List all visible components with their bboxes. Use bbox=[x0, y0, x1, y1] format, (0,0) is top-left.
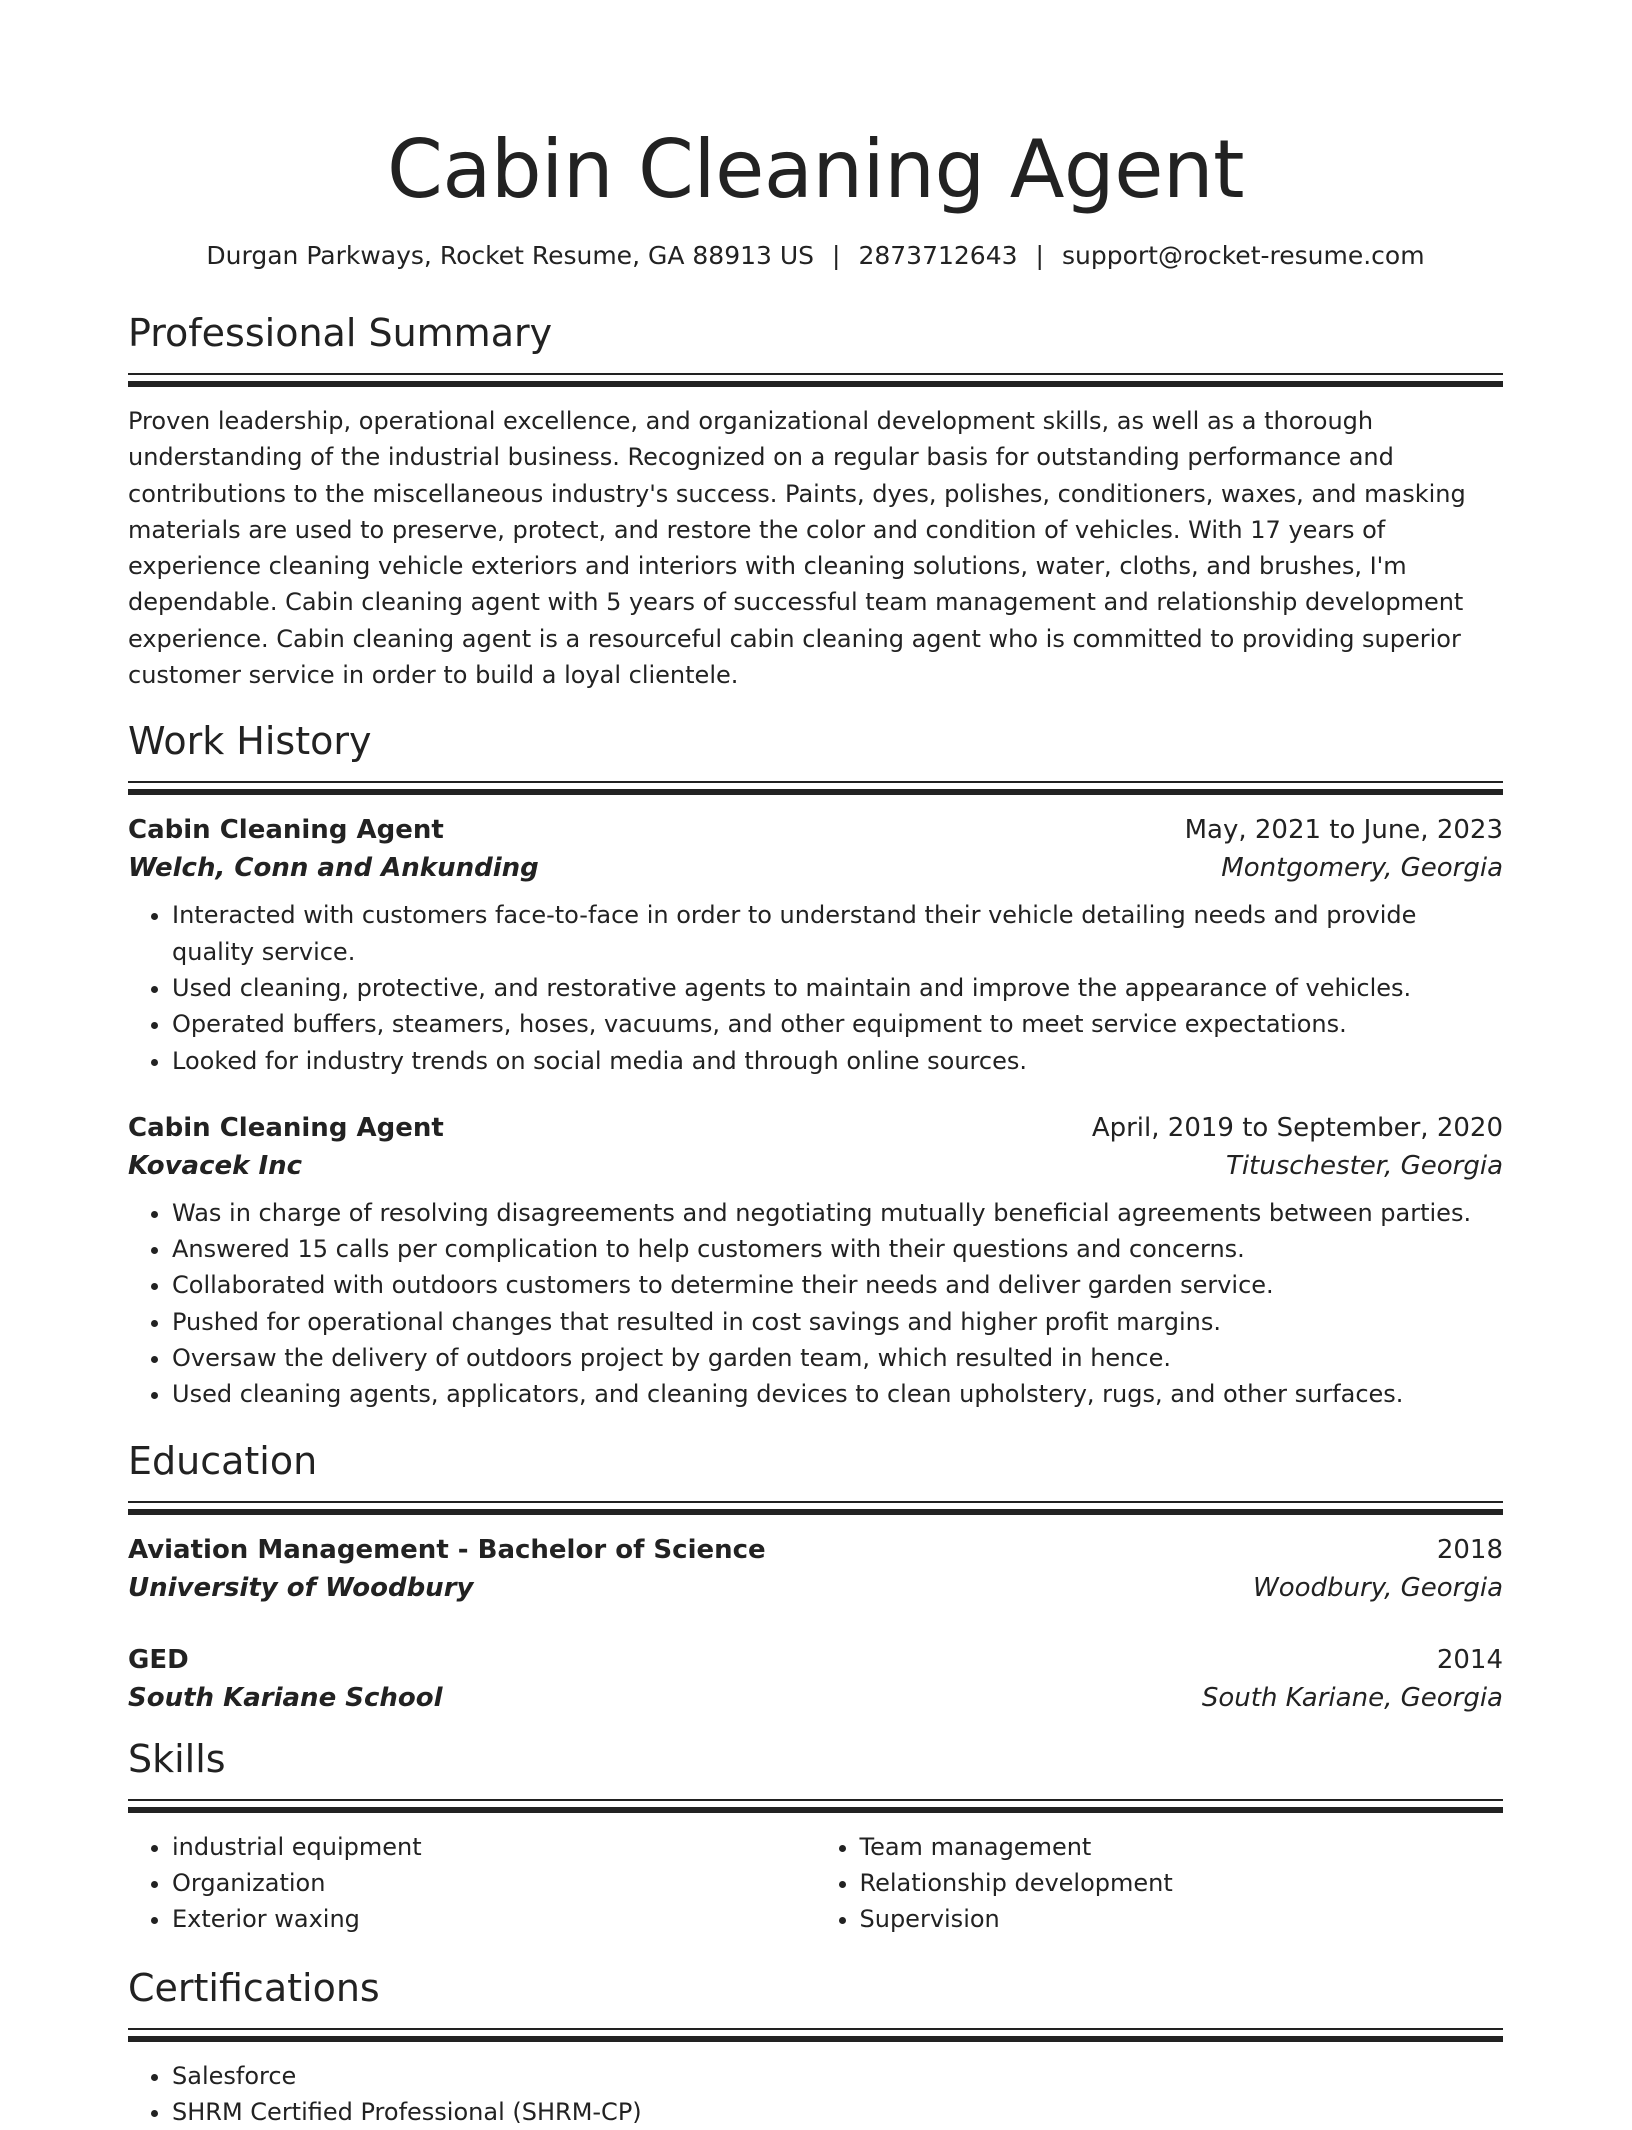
section-title-summary: Professional Summary bbox=[128, 311, 553, 355]
job-subheader bbox=[128, 1147, 1503, 1185]
job-entry bbox=[128, 1109, 1503, 1413]
section-divider bbox=[128, 1799, 1503, 1813]
job-company: Welch, Conn and Ankunding bbox=[128, 853, 539, 884]
certifications-list bbox=[128, 2058, 1503, 2130]
education-location: South Kariane, Georgia bbox=[1201, 1682, 1503, 1713]
job-subheader bbox=[128, 849, 1503, 887]
certifications-section bbox=[128, 1962, 1503, 2130]
section-title-education: Education bbox=[128, 1438, 318, 1483]
resume-page bbox=[128, 115, 1503, 2130]
section-divider bbox=[128, 2028, 1503, 2042]
summary-text: Proven leadership, operational excellence, and organizational development skills, as well as a thorough understanding of the industrial business. Recognized on a regular basis for outstanding performance and contributions to the miscellaneous industry's success. Paints, dyes, polishes, conditioners, waxes, and masking materials are used to preserve, protect, and restore the color and condition of vehicles. With 17 years of experience cleaning vehicle exteriors and interiors with cleaning solutions, water, cloths, and brushes, I'm dependable. Cabin cleaning agent with 5 years of successful team management and relationship development experience. Cabin cleaning agent is a resourceful cabin cleaning agent who is committed to providing superior customer service in order to build a loyal clientele. bbox=[128, 407, 1466, 690]
job-location: Tituschester, Georgia bbox=[1225, 1150, 1503, 1181]
list-item: • Interacted with customers face-to-face in order to understand their vehicle detailing needs and provide quality service. bbox=[172, 897, 1503, 970]
education-year: 2014 bbox=[1436, 1644, 1503, 1675]
summary-section bbox=[128, 307, 1503, 693]
education-school: South Kariane School bbox=[128, 1682, 443, 1713]
job-dates: May, 2021 to June, 2023 bbox=[1184, 815, 1503, 846]
list-item: • Relationship development bbox=[860, 1865, 1504, 1901]
skills-list-right bbox=[816, 1829, 1504, 1938]
job-header bbox=[128, 1109, 1503, 1147]
job-header bbox=[128, 811, 1503, 849]
education-subheader bbox=[128, 1679, 1503, 1717]
section-title-skills: Skills bbox=[128, 1736, 226, 1781]
education-year: 2018 bbox=[1436, 1534, 1503, 1565]
contact-line bbox=[128, 239, 1503, 273]
list-item: • Used cleaning, protective, and restorative agents to maintain and improve the appearance of vehicles. bbox=[172, 970, 1503, 1006]
work-history-section bbox=[128, 715, 1503, 1412]
contact-phone: 2873712643 bbox=[858, 241, 1018, 270]
list-item: • Answered 15 calls per complication to help customers with their questions and concerns. bbox=[172, 1231, 1503, 1267]
education-location: Woodbury, Georgia bbox=[1253, 1572, 1503, 1603]
education-entry bbox=[128, 1531, 1503, 1607]
education-degree: Aviation Management - Bachelor of Science bbox=[128, 1534, 766, 1565]
list-item: • Used cleaning agents, applicators, and cleaning devices to clean upholstery, rugs, and other surfaces. bbox=[172, 1376, 1503, 1412]
education-header bbox=[128, 1641, 1503, 1679]
list-item: • Team management bbox=[860, 1829, 1504, 1865]
contact-email: support@rocket-resume.com bbox=[1061, 241, 1425, 270]
education-subheader bbox=[128, 1569, 1503, 1607]
job-title: Cabin Cleaning Agent bbox=[128, 815, 444, 846]
section-title-work: Work History bbox=[128, 719, 372, 764]
education-section bbox=[128, 1435, 1503, 1717]
list-item: • Oversaw the delivery of outdoors project by garden team, which resulted in hence. bbox=[172, 1340, 1503, 1376]
job-company: Kovacek Inc bbox=[128, 1150, 303, 1181]
education-header bbox=[128, 1531, 1503, 1569]
list-item: • Supervision bbox=[860, 1901, 1504, 1937]
job-location: Montgomery, Georgia bbox=[1221, 853, 1503, 884]
list-item: • Organization bbox=[172, 1865, 816, 1901]
list-item: • Collaborated with outdoors customers to determine their needs and deliver garden service. bbox=[172, 1267, 1503, 1303]
job-bullets bbox=[128, 897, 1503, 1078]
job-bullets bbox=[128, 1195, 1503, 1413]
job-title: Cabin Cleaning Agent bbox=[128, 1112, 444, 1143]
section-title-certifications: Certifications bbox=[128, 1965, 380, 2010]
list-item: • Salesforce bbox=[172, 2058, 1503, 2094]
education-school: University of Woodbury bbox=[128, 1572, 474, 1603]
section-divider bbox=[128, 1501, 1503, 1515]
list-item: • Exterior waxing bbox=[172, 1901, 816, 1937]
skills-list-left bbox=[128, 1829, 816, 1938]
contact-separator: | bbox=[832, 241, 841, 270]
list-item: • Pushed for operational changes that resulted in cost savings and higher profit margins. bbox=[172, 1304, 1503, 1340]
list-item: • Operated buffers, steamers, hoses, vacuums, and other equipment to meet service expectations. bbox=[172, 1006, 1503, 1042]
section-divider bbox=[128, 373, 1503, 387]
contact-address: Durgan Parkways, Rocket Resume, GA 88913 US bbox=[206, 241, 815, 270]
skills-section bbox=[128, 1733, 1503, 1938]
resume-name: Cabin Cleaning Agent bbox=[387, 123, 1244, 216]
skills-grid bbox=[128, 1829, 1503, 1938]
section-divider bbox=[128, 781, 1503, 795]
job-dates: April, 2019 to September, 2020 bbox=[1091, 1112, 1503, 1143]
contact-separator: | bbox=[1035, 241, 1044, 270]
list-item: • industrial equipment bbox=[172, 1829, 816, 1865]
education-entry bbox=[128, 1641, 1503, 1717]
list-item: • Looked for industry trends on social media and through online sources. bbox=[172, 1043, 1503, 1079]
list-item: • Was in charge of resolving disagreements and negotiating mutually beneficial agreements between parties. bbox=[172, 1195, 1503, 1231]
job-entry bbox=[128, 811, 1503, 1078]
list-item: • SHRM Certified Professional (SHRM-CP) bbox=[172, 2094, 1503, 2130]
education-degree: GED bbox=[128, 1644, 189, 1675]
